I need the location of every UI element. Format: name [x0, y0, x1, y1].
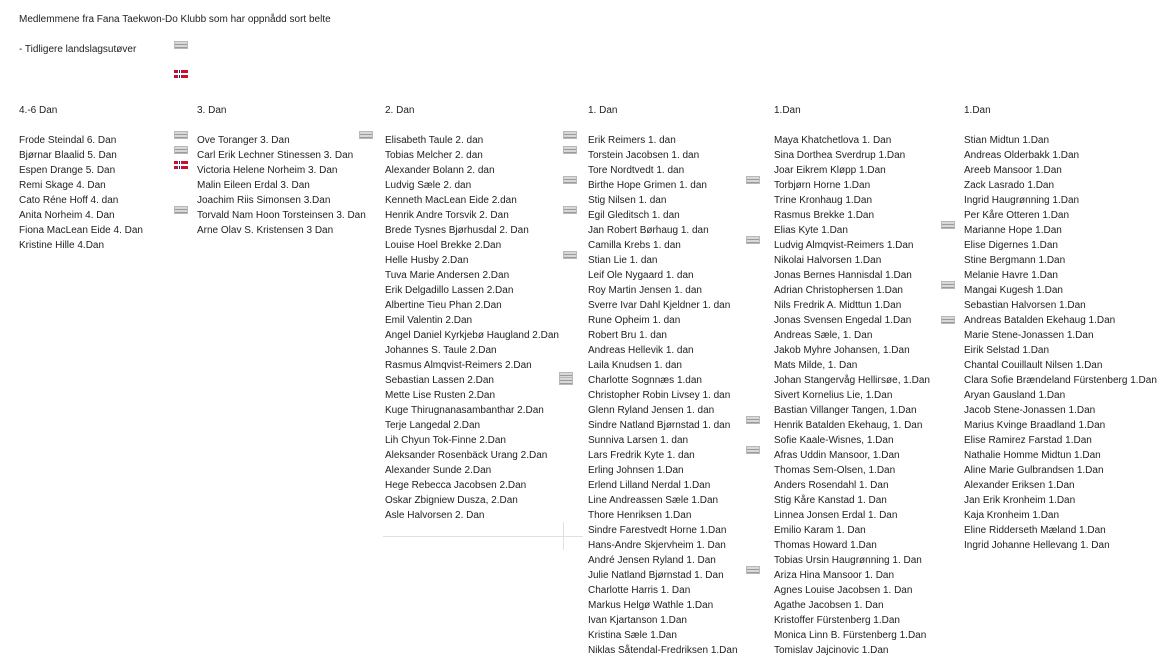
member-name: Terje Langedal 2.Dan: [385, 420, 481, 431]
legend-norway-flag-icon: [174, 70, 188, 78]
member-name: Leif Ole Nygaard 1. dan: [588, 270, 694, 281]
member-name: Ariza Hina Mansoor 1. Dan: [774, 570, 895, 581]
member-name: Albertine Tieu Phan 2.Dan: [385, 300, 502, 311]
member-name: Sebastian Lassen 2.Dan: [385, 375, 494, 386]
member-name: Jacob Stene-Jonassen 1.Dan: [964, 405, 1096, 416]
member-name: Tuva Marie Andersen 2.Dan: [385, 270, 510, 281]
member-name: Sunniva Larsen 1. dan: [588, 435, 689, 446]
flag-gray-icon: [746, 416, 760, 424]
member-name: Torbjørn Horne 1.Dan: [774, 180, 871, 191]
member-name: Ingrid Haugrønning 1.Dan: [964, 195, 1080, 206]
member-name: Kenneth MacLean Eide 2.dan: [385, 195, 517, 206]
flag-gray-icon: [941, 281, 955, 289]
member-name: Alexander Sunde 2.Dan: [385, 465, 492, 476]
member-name: Emilio Karam 1. Dan: [774, 525, 866, 536]
member-name: Zack Lasrado 1.Dan: [964, 180, 1055, 191]
flag-gray-icon: [559, 377, 573, 385]
member-name: Thore Henriksen 1.Dan: [588, 510, 692, 521]
member-name: Brede Tysnes Bjørhusdal 2. Dan: [385, 225, 529, 236]
divider-line: [563, 522, 564, 550]
member-name: Tobias Melcher 2. dan: [385, 150, 483, 161]
member-name: Christopher Robin Livsey 1. dan: [588, 390, 731, 401]
flag-norway-icon: [174, 161, 188, 169]
member-name: Maya Khatchetlova 1. Dan: [774, 135, 892, 146]
member-name: Bjørnar Blaalid 5. Dan: [19, 150, 117, 161]
member-name: Emil Valentin 2.Dan: [385, 315, 473, 326]
member-name: Jonas Svensen Engedal 1.Dan: [774, 315, 912, 326]
member-name: Andreas Batalden Ekehaug 1.Dan: [964, 315, 1116, 326]
member-list: [774, 133, 930, 658]
member-name: Alexander Eriksen 1.Dan: [964, 480, 1075, 491]
member-name: Stian Midtun 1.Dan: [964, 135, 1050, 146]
member-name: Mats Milde, 1. Dan: [774, 360, 858, 371]
member-name: Melanie Havre 1.Dan: [964, 270, 1058, 281]
member-name: Erik Delgadillo Lassen 2.Dan: [385, 285, 514, 296]
member-name: Trine Kronhaug 1.Dan: [774, 195, 873, 206]
member-name: Jan Erik Kronheim 1.Dan: [964, 495, 1076, 506]
member-name: Torvald Nam Hoon Torsteinsen 3. Dan: [197, 210, 366, 221]
flag-gray-icon: [941, 316, 955, 324]
member-list: [197, 133, 366, 238]
member-name: Monica Linn B. Fürstenberg 1.Dan: [774, 630, 927, 641]
member-list: [588, 133, 738, 658]
member-name: Rasmus Almqvist-Reimers 2.Dan: [385, 360, 532, 371]
member-name: Sebastian Halvorsen 1.Dan: [964, 300, 1086, 311]
member-name: Anita Norheim 4. Dan: [19, 210, 115, 221]
member-name: Roy Martin Jensen 1. dan: [588, 285, 702, 296]
member-name: Joachim Riis Simonsen 3.Dan: [197, 195, 331, 206]
member-name: Jan Robert Børhaug 1. dan: [588, 225, 709, 236]
member-name: Johannes S. Taule 2.Dan: [385, 345, 497, 356]
member-name: Ludvig Sæle 2. dan: [385, 180, 472, 191]
member-name: Erlend Lilland Nerdal 1.Dan: [588, 480, 711, 491]
member-name: André Jensen Ryland 1. Dan: [588, 555, 716, 566]
member-name: Sivert Kornelius Lie, 1.Dan: [774, 390, 893, 401]
member-name: Stine Bergmann 1.Dan: [964, 255, 1066, 266]
member-name: Elise Digernes 1.Dan: [964, 240, 1058, 251]
member-name: Clara Sofie Brændeland Fürstenberg 1.Dan: [964, 375, 1157, 386]
flag-gray-icon: [174, 131, 188, 139]
member-name: Mette Lise Rusten 2.Dan: [385, 390, 496, 401]
member-name: Erling Johnsen 1.Dan: [588, 465, 684, 476]
member-name: Elisabeth Taule 2. dan: [385, 135, 484, 146]
member-name: Sindre Natland Bjørnstad 1. dan: [588, 420, 731, 431]
member-name: Malin Eileen Erdal 3. Dan: [197, 180, 310, 191]
flag-gray-icon: [746, 176, 760, 184]
member-name: Bastian Villanger Tangen, 1.Dan: [774, 405, 917, 416]
column-header: 4.-6 Dan: [19, 105, 58, 116]
member-name: Carl Erik Lechner Stinessen 3. Dan: [197, 150, 354, 161]
flag-gray-icon: [941, 221, 955, 229]
member-name: Lars Fredrik Kyte 1. dan: [588, 450, 695, 461]
flag-gray-icon: [746, 446, 760, 454]
member-name: Arne Olav S. Kristensen 3 Dan: [197, 225, 334, 236]
member-name: Torstein Jacobsen 1. dan: [588, 150, 700, 161]
member-name: Andreas Hellevik 1. dan: [588, 345, 694, 356]
flag-gray-icon: [174, 206, 188, 214]
member-name: Line Andreassen Sæle 1.Dan: [588, 495, 719, 506]
member-name: Ivan Kjartanson 1.Dan: [588, 615, 687, 626]
member-name: Andreas Olderbakk 1.Dan: [964, 150, 1080, 161]
member-name: Tobias Ursin Haugrønning 1. Dan: [774, 555, 922, 566]
member-name: Stig Nilsen 1. dan: [588, 195, 667, 206]
member-name: Hege Rebecca Jacobsen 2.Dan: [385, 480, 527, 491]
member-name: Marianne Hope 1.Dan: [964, 225, 1062, 236]
page-title: Medlemmene fra Fana Taekwon-Do Klubb som har oppnådd sort belte: [19, 14, 331, 25]
member-name: Sina Dorthea Sverdrup 1.Dan: [774, 150, 906, 161]
column-header: 1.Dan: [774, 105, 801, 116]
member-name: Nils Fredrik A. Midttun 1.Dan: [774, 300, 902, 311]
member-name: Henrik Andre Torsvik 2. Dan: [385, 210, 509, 221]
member-name: Nathalie Homme Midtun 1.Dan: [964, 450, 1101, 461]
member-name: Robert Bru 1. dan: [588, 330, 667, 341]
legend-gray-flag-icon: [174, 41, 188, 49]
member-name: Stian Lie 1. dan: [588, 255, 658, 266]
member-name: Markus Helgø Wathle 1.Dan: [588, 600, 714, 611]
member-name: Louise Hoel Brekke 2.Dan: [385, 240, 502, 251]
member-name: Adrian Christophersen 1.Dan: [774, 285, 903, 296]
member-name: Kristine Hille 4.Dan: [19, 240, 105, 251]
flag-gray-icon: [563, 206, 577, 214]
member-name: Asle Halvorsen 2. Dan: [385, 510, 485, 521]
member-name: Laila Knudsen 1. dan: [588, 360, 682, 371]
member-name: Victoria Helene Norheim 3. Dan: [197, 165, 338, 176]
member-name: Eirik Selstad 1.Dan: [964, 345, 1050, 356]
member-name: Sofie Kaale-Wisnes, 1.Dan: [774, 435, 894, 446]
member-name: Marie Stene-Jonassen 1.Dan: [964, 330, 1094, 341]
member-name: Rasmus Brekke 1.Dan: [774, 210, 875, 221]
flag-gray-icon: [174, 146, 188, 154]
flag-gray-icon: [563, 176, 577, 184]
member-name: Birthe Hope Grimen 1. dan: [588, 180, 707, 191]
member-name: Lih Chyun Tok-Finne 2.Dan: [385, 435, 506, 446]
member-name: Nikolai Halvorsen 1.Dan: [774, 255, 882, 266]
member-name: Niklas Såtendal-Fredriksen 1.Dan: [588, 645, 738, 656]
member-name: Kuge Thirugnanasambanthar 2.Dan: [385, 405, 544, 416]
flag-gray-icon: [746, 236, 760, 244]
column-header: 1. Dan: [588, 105, 618, 116]
column-header: 2. Dan: [385, 105, 415, 116]
member-name: Aline Marie Gulbrandsen 1.Dan: [964, 465, 1104, 476]
member-list: [964, 133, 1157, 553]
member-name: Ludvig Almqvist-Reimers 1.Dan: [774, 240, 914, 251]
member-name: Camilla Krebs 1. dan: [588, 240, 681, 251]
legend-text: - Tidligere landslagsutøver: [19, 44, 137, 55]
member-name: Espen Drange 5. Dan: [19, 165, 116, 176]
member-name: Fiona MacLean Eide 4. Dan: [19, 225, 143, 236]
member-name: Thomas Sem-Olsen, 1.Dan: [774, 465, 896, 476]
member-name: Erik Reimers 1. dan: [588, 135, 676, 146]
member-name: Charlotte Sognnæs 1.dan: [588, 375, 702, 386]
member-name: Linnea Jonsen Erdal 1. Dan: [774, 510, 898, 521]
column-header: 1.Dan: [964, 105, 991, 116]
member-name: Eline Ridderseth Mæland 1.Dan: [964, 525, 1106, 536]
member-name: Marius Kvinge Braadland 1.Dan: [964, 420, 1106, 431]
member-name: Joar Eikrem Kløpp 1.Dan: [774, 165, 886, 176]
member-name: Thomas Howard 1.Dan: [774, 540, 877, 551]
member-name: Hans-Andre Skjervheim 1. Dan: [588, 540, 726, 551]
flag-gray-icon: [563, 251, 577, 259]
member-name: Oskar Zbigniew Dusza, 2.Dan: [385, 495, 518, 506]
member-name: Henrik Batalden Ekehaug, 1. Dan: [774, 420, 923, 431]
member-name: Alexander Bolann 2. dan: [385, 165, 495, 176]
member-name: Jakob Myhre Johansen, 1.Dan: [774, 345, 910, 356]
column-header: 3. Dan: [197, 105, 227, 116]
member-name: Jonas Bernes Hannisdal 1.Dan: [774, 270, 912, 281]
member-name: Elise Ramirez Farstad 1.Dan: [964, 435, 1092, 446]
member-name: Aryan Gausland 1.Dan: [964, 390, 1066, 401]
member-name: Agnes Louise Jacobsen 1. Dan: [774, 585, 913, 596]
member-name: Per Kåre Otteren 1.Dan: [964, 210, 1070, 221]
member-name: Johan Stangervåg Hellігsøe, 1.Dan: [774, 375, 930, 386]
member-name: Agathe Jacobsen 1. Dan: [774, 600, 884, 611]
divider-line: [383, 536, 583, 537]
member-name: Stig Kåre Kanstad 1. Dan: [774, 495, 887, 506]
member-name: Chantal Couillault Nilsen 1.Dan: [964, 360, 1103, 371]
member-name: Aleksander Rosenbäck Urang 2.Dan: [385, 450, 548, 461]
member-name: Egil Gleditsch 1. dan: [588, 210, 680, 221]
member-name: Sindre Farestvedt Horne 1.Dan: [588, 525, 727, 536]
member-name: Julie Natland Bjørnstad 1. Dan: [588, 570, 724, 581]
member-name: Ove Toranger 3. Dan: [197, 135, 290, 146]
member-list: [385, 133, 559, 523]
member-name: Frode Steindal 6. Dan: [19, 135, 117, 146]
member-name: Tore Nordtvedt 1. dan: [588, 165, 685, 176]
member-name: Glenn Ryland Jensen 1. dan: [588, 405, 715, 416]
member-name: Ingrid Johanne Hellevang 1. Dan: [964, 540, 1110, 551]
member-name: Areeb Mansoor 1.Dan: [964, 165, 1062, 176]
flag-gray-icon: [563, 131, 577, 139]
flag-gray-icon: [563, 146, 577, 154]
member-list: [19, 133, 143, 253]
member-name: Angel Daniel Kyrkjebø Haugland 2.Dan: [385, 330, 559, 341]
member-name: Kaja Kronheim 1.Dan: [964, 510, 1060, 521]
member-name: Kristina Sæle 1.Dan: [588, 630, 677, 641]
member-name: Remi Skage 4. Dan: [19, 180, 106, 191]
member-name: Andreas Sæle, 1. Dan: [774, 330, 873, 341]
member-name: Rune Opheim 1. dan: [588, 315, 681, 326]
member-name: Mangai Kugesh 1.Dan: [964, 285, 1063, 296]
member-name: Afras Uddin Mansoor, 1.Dan: [774, 450, 900, 461]
flag-gray-icon: [359, 131, 373, 139]
member-name: Anders Rosendahl 1. Dan: [774, 480, 889, 491]
member-name: Sverre Ivar Dahl Kjeldner 1. dan: [588, 300, 731, 311]
member-name: Kristoffer Fürstenberg 1.Dan: [774, 615, 900, 626]
member-name: Charlotte Harris 1. Dan: [588, 585, 691, 596]
member-name: Tomislav Jajcinovic 1.Dan: [774, 645, 889, 656]
member-name: Helle Husby 2.Dan: [385, 255, 469, 266]
member-name: Cato Réne Hoff 4. dan: [19, 195, 119, 206]
member-name: Elias Kyte 1.Dan: [774, 225, 848, 236]
flag-gray-icon: [746, 566, 760, 574]
